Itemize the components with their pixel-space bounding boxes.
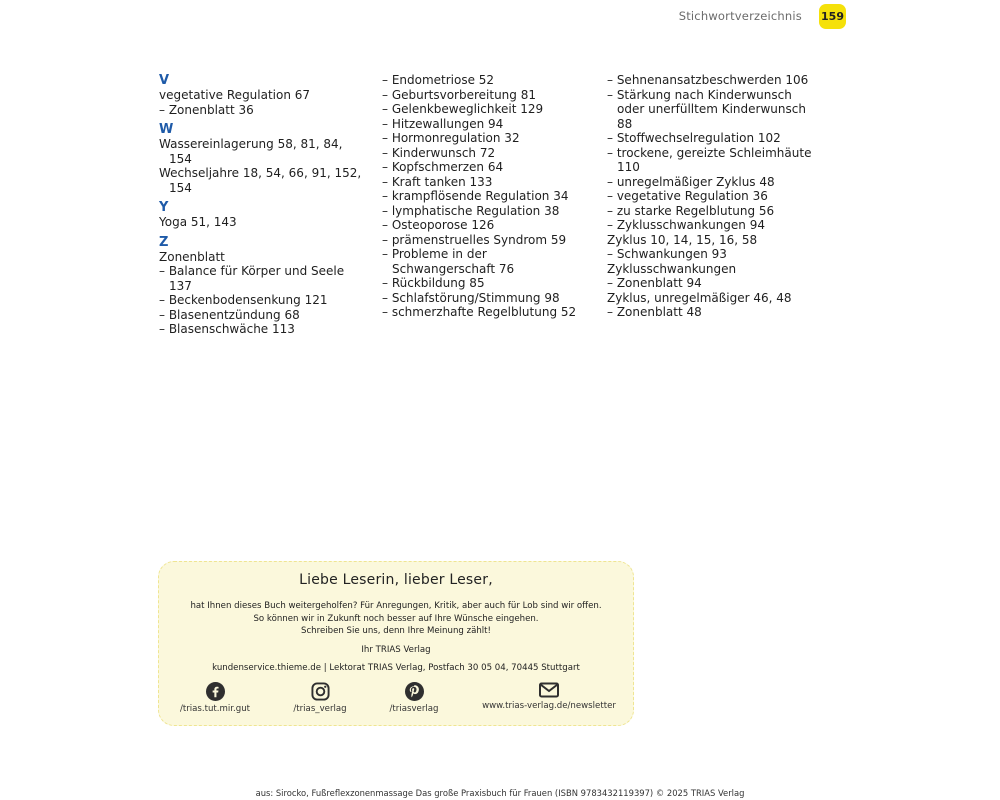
source-footer: aus: Sirocko, Fußreflexzonenmassage Das große Praxisbuch für Frauen (ISBN 9783432119397) © 2025 TRIAS Verlag <box>255 788 745 798</box>
index-column-1 <box>159 73 369 337</box>
running-header: Stichwortverzeichnis <box>678 9 802 23</box>
index-entry: – Probleme in der Schwangerschaft 76 <box>382 247 515 276</box>
index-entry: – Gelenkbeweglichkeit 129 <box>382 102 544 116</box>
index-entry: Zyklus, unregelmäßiger 46, 48 <box>607 290 792 305</box>
index-entry: – Endometriose 52 <box>382 73 495 87</box>
index-entry: – schmerzhafte Regelblutung 52 <box>382 305 577 319</box>
instagram-link[interactable] <box>285 682 355 714</box>
instagram-icon <box>311 682 330 701</box>
index-entry: vegetative Regulation 67 <box>159 88 311 102</box>
box-title: Liebe Leserin, lieber Leser, <box>299 572 493 588</box>
index-column-2 <box>382 73 592 320</box>
pinterest-icon <box>405 682 424 701</box>
newsletter-link[interactable] <box>479 682 619 711</box>
box-body <box>159 600 633 638</box>
index-entry: – Beckenbodensenkung 121 <box>159 293 328 307</box>
index-entry: – vegetative Regulation 36 <box>607 189 768 203</box>
index-letter-heading: W <box>159 122 174 137</box>
index-entry: – Kinderwunsch 72 <box>382 145 496 160</box>
index-entry: Zyklus 10, 14, 15, 16, 58 <box>607 232 758 247</box>
index-entry: – Zyklusschwankungen 94 <box>607 218 765 232</box>
index-entry: – Kraft tanken 133 <box>382 174 493 189</box>
index-entry: – lymphatische Regulation 38 <box>382 203 560 218</box>
box-line: Schreiben Sie uns, denn Ihre Meinung zählt! <box>300 626 491 636</box>
index-entry: – Zonenblatt 36 <box>159 102 254 117</box>
index-entry: – Zonenblatt 94 <box>607 276 702 290</box>
index-entry: – Geburtsvorbereitung 81 <box>382 87 536 102</box>
index-entry: Zonenblatt <box>159 249 225 264</box>
facebook-link[interactable] <box>179 682 251 714</box>
index-entry: – Stoffwechselregulation 102 <box>607 131 781 145</box>
index-entry: – Schwankungen 93 <box>607 247 727 261</box>
index-letter-heading: V <box>159 73 170 88</box>
index-entry: – Osteoporose 126 <box>382 218 495 232</box>
index-entry: – Hormonregulation 32 <box>382 131 520 145</box>
box-signature: Ihr TRIAS Verlag <box>361 644 431 655</box>
page-number-badge: 159 <box>819 4 846 29</box>
pinterest-handle: /triasverlag <box>389 704 439 714</box>
index-entry: – unregelmäßiger Zyklus 48 <box>607 174 775 189</box>
index-entry: – Balance für Körper und Seele 137 <box>159 264 345 293</box>
mail-icon <box>539 682 559 698</box>
index-entry: Wassereinlagerung 58, 81, 84, 154 <box>159 137 343 166</box>
facebook-icon <box>206 682 225 701</box>
index-entry: Zyklusschwankungen <box>607 261 737 276</box>
index-entry: – prämenstruelles Syndrom 59 <box>382 232 567 247</box>
facebook-handle: /trias.tut.mir.gut <box>179 704 251 714</box>
box-line: hat Ihnen dieses Buch weitergeholfen? Für Anregungen, Kritik, aber auch für Lob sind wir offen. <box>190 601 602 611</box>
index-entry: – Schlafstörung/Stimmung 98 <box>382 290 560 305</box>
newsletter-url: www.trias-verlag.de/newsletter <box>482 701 616 711</box>
index-entry: – Sehnenansatzbeschwerden 106 <box>607 73 809 87</box>
index-letter-heading: Y <box>159 200 169 215</box>
index-entry: – zu starke Regelblutung 56 <box>607 203 775 218</box>
index-entry: – Rückbildung 85 <box>382 276 485 290</box>
index-entry: – Blasenschwäche 113 <box>159 322 295 336</box>
instagram-handle: /trias_verlag <box>293 704 347 714</box>
reader-feedback-box <box>158 561 634 726</box>
index-entry: – Blasenentzündung 68 <box>159 307 300 322</box>
box-contact: kundenservice.thieme.de | Lektorat TRIAS Verlag, Postfach 30 05 04, 70445 Stuttgart <box>212 662 580 673</box>
index-letter-heading: Z <box>159 234 169 250</box>
index-column-3 <box>607 73 822 320</box>
index-entry: Yoga 51, 143 <box>159 215 237 229</box>
pinterest-link[interactable] <box>381 682 447 714</box>
index-entry: – krampflösende Regulation 34 <box>382 189 569 203</box>
index-entry: – Stärkung nach Kinderwunsch oder unerfülltem Kinderwunsch 88 <box>607 87 806 131</box>
index-entry: Wechseljahre 18, 54, 66, 91, 152, 154 <box>159 166 362 195</box>
index-entry: – Kopfschmerzen 64 <box>382 160 504 174</box>
index-entry: – Hitzewallungen 94 <box>382 116 504 131</box>
index-entry: – Zonenblatt 48 <box>607 305 702 319</box>
index-entry: – trockene, gereizte Schleimhäute 110 <box>607 145 812 174</box>
box-line: So können wir in Zukunft noch besser auf Ihre Wünsche eingehen. <box>253 613 539 624</box>
